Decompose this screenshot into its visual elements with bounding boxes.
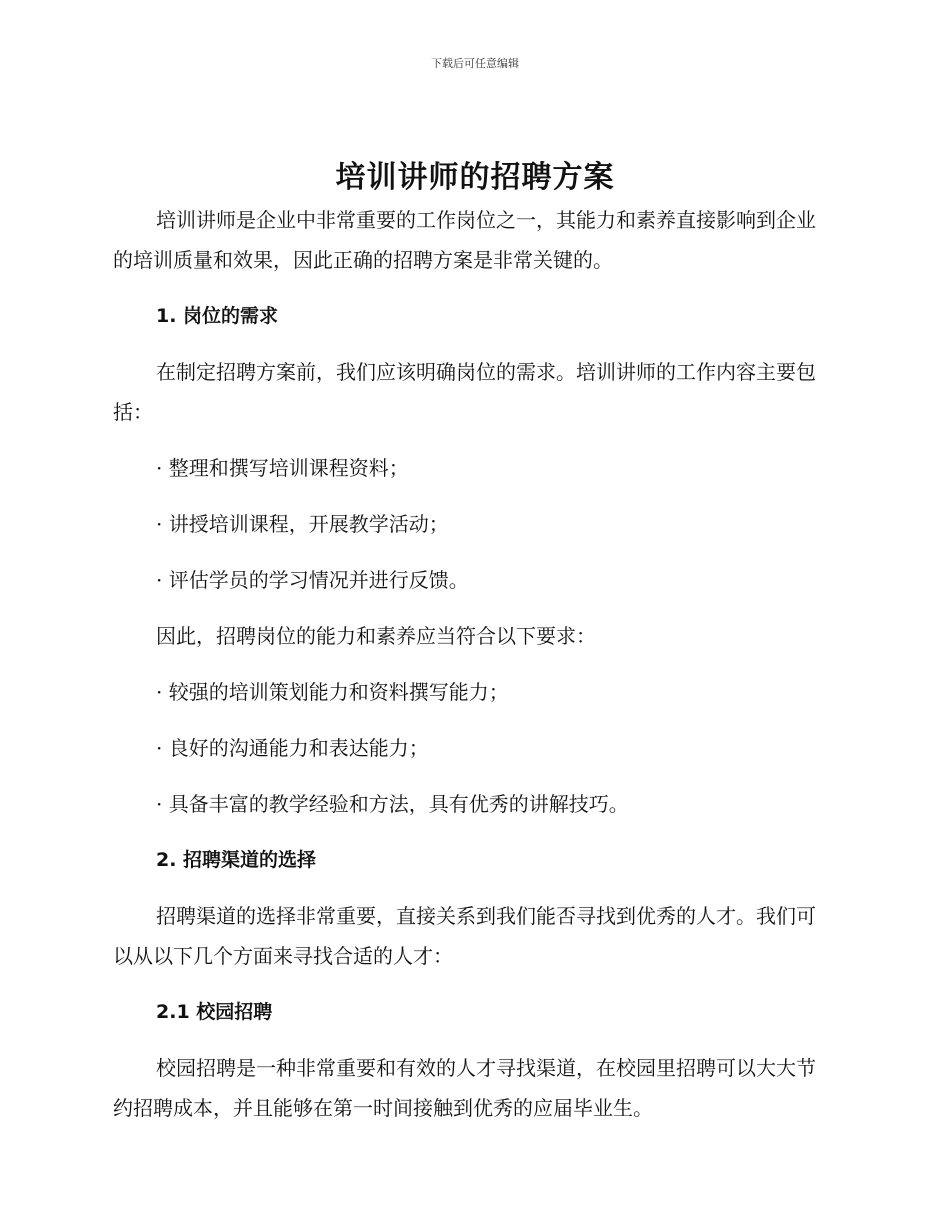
section-2-heading: 2. 招聘渠道的选择 (156, 849, 317, 871)
section-2-1-paragraph: 校园招聘是一种非常重要和有效的人才寻找渠道，在校园里招聘可以大大节约招聘成本，并且能够在第一时间接触到优秀的应届毕业生。 (113, 1056, 816, 1120)
section-1-paragraph-2: 因此，招聘岗位的能力和素养应当符合以下要求： (156, 624, 596, 648)
duty-item: · 评估学员的学习情况并进行反馈。 (156, 568, 469, 592)
section-1-paragraph: 在制定招聘方案前，我们应该明确岗位的需求。培训讲师的工作内容主要包括： (113, 360, 816, 424)
requirement-item: · 较强的培训策划能力和资料撰写能力； (156, 680, 509, 704)
document-title: 培训讲师的招聘方案 (335, 160, 615, 195)
section-2-paragraph: 招聘渠道的选择非常重要，直接关系到我们能否寻找到优秀的人才。我们可以从以下几个方面来寻找合适的人才： (113, 904, 816, 968)
requirement-item: · 具备丰富的教学经验和方法，具有优秀的讲解技巧。 (156, 792, 629, 816)
requirement-item: · 良好的沟通能力和表达能力； (156, 736, 429, 760)
duty-item: · 整理和撰写培训课程资料； (156, 456, 409, 480)
section-1-heading: 1. 岗位的需求 (156, 305, 279, 327)
intro-paragraph: 培训讲师是企业中非常重要的工作岗位之一，其能力和素养直接影响到企业的培训质量和效果，因此正确的招聘方案是非常关键的。 (113, 208, 816, 272)
document-body (113, 200, 833, 1144)
duty-item: · 讲授培训课程，开展教学活动； (156, 512, 449, 536)
header-note: 下载后可任意编辑 (431, 57, 519, 70)
section-2-1-heading: 2.1 校园招聘 (156, 1001, 273, 1023)
